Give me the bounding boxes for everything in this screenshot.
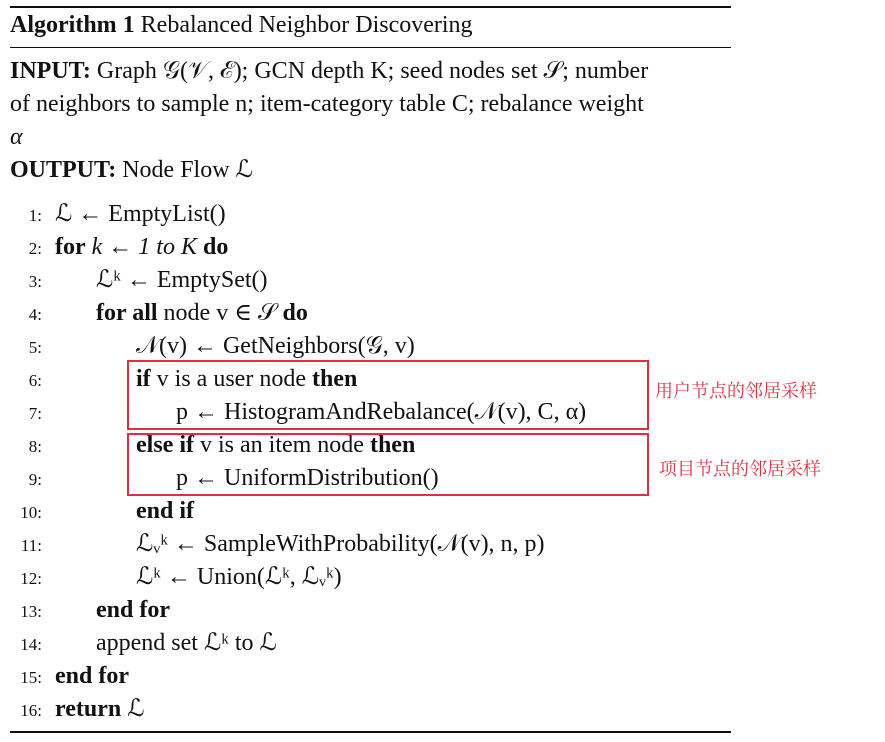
algorithm-label: Algorithm 1 [10,12,135,38]
step-number: 14: [20,635,42,654]
item-node-highlight-box [127,433,649,496]
title-rule [10,47,731,48]
item-node-annotation: 项目节点的邻居采样 [659,459,821,480]
keyword-end-for: end for [96,597,170,623]
keyword-else-if: else if [136,432,194,458]
user-node-annotation: 用户节点的邻居采样 [655,381,817,402]
step-number: 15: [20,668,42,687]
keyword-then: then [311,366,358,392]
input-label: INPUT: [10,58,91,84]
step-number: 13: [20,602,42,621]
step-text: append set ℒᵏ to ℒ [96,630,277,656]
input-text-2: of neighbors to sample n; item-category table C; rebalance weight [10,91,644,117]
keyword-if: if [136,366,151,392]
step-number: 6: [28,371,42,390]
step-number: 9: [28,470,42,489]
step-text: ℒᵏ ← EmptySet() [96,267,268,293]
step-number: 2: [28,239,42,258]
keyword-end-if: end if [136,498,195,524]
step-number: 4: [28,305,42,324]
step-text: p ← UniformDistribution() [176,465,439,491]
step-text: v is a user node [156,366,306,392]
step-number: 7: [28,404,42,423]
input-text-1: Graph 𝒢(𝒱, ℰ); GCN depth K; seed nodes set 𝒮; number [96,58,649,84]
step-number: 8: [28,437,42,456]
step-text: ℒᵏ ← Union(ℒᵏ, ℒᵥᵏ) [136,564,342,590]
keyword-return: return [55,696,122,722]
step-number: 5: [28,338,42,357]
step-number: 11: [20,536,42,555]
keyword-end-for: end for [55,663,129,689]
step-text: ℒ [127,696,145,722]
keyword-do: do [282,300,308,326]
step-number: 1: [28,206,42,225]
input-line-2 [10,88,644,121]
bottom-rule [10,731,731,733]
step-text: node v ∈ 𝒮 [163,300,277,326]
step-number: 12: [20,569,42,588]
output-label: OUTPUT: [10,157,117,183]
step-number: 10: [20,503,42,522]
top-rule [10,6,731,8]
step-text: ℒ ← EmptyList() [55,201,226,227]
keyword-for: for [55,234,86,260]
step-number: 16: [20,701,42,720]
keyword-for-all: for all [96,300,158,326]
keyword-do: do [202,234,229,260]
step-text: v is an item node [199,432,364,458]
user-node-highlight-box [127,360,649,430]
step-number: 3: [28,272,42,291]
step-text: ℒᵥᵏ ← SampleWithProbability(𝒩(v), n, p) [136,531,545,557]
input-line-3 [10,121,23,154]
step-text: k ← 1 to K [91,234,197,260]
algorithm-name: Rebalanced Neighbor Discovering [140,12,473,38]
algorithm-title [10,12,473,39]
output-line [10,154,253,187]
input-line-1 [10,55,648,88]
step-text: p ← HistogramAndRebalance(𝒩(v), C, α) [176,399,587,425]
input-text-3: α [10,124,23,150]
output-text: Node Flow ℒ [122,157,253,183]
step-text: 𝒩(v) ← GetNeighbors(𝒢, v) [136,333,415,359]
keyword-then: then [369,432,416,458]
